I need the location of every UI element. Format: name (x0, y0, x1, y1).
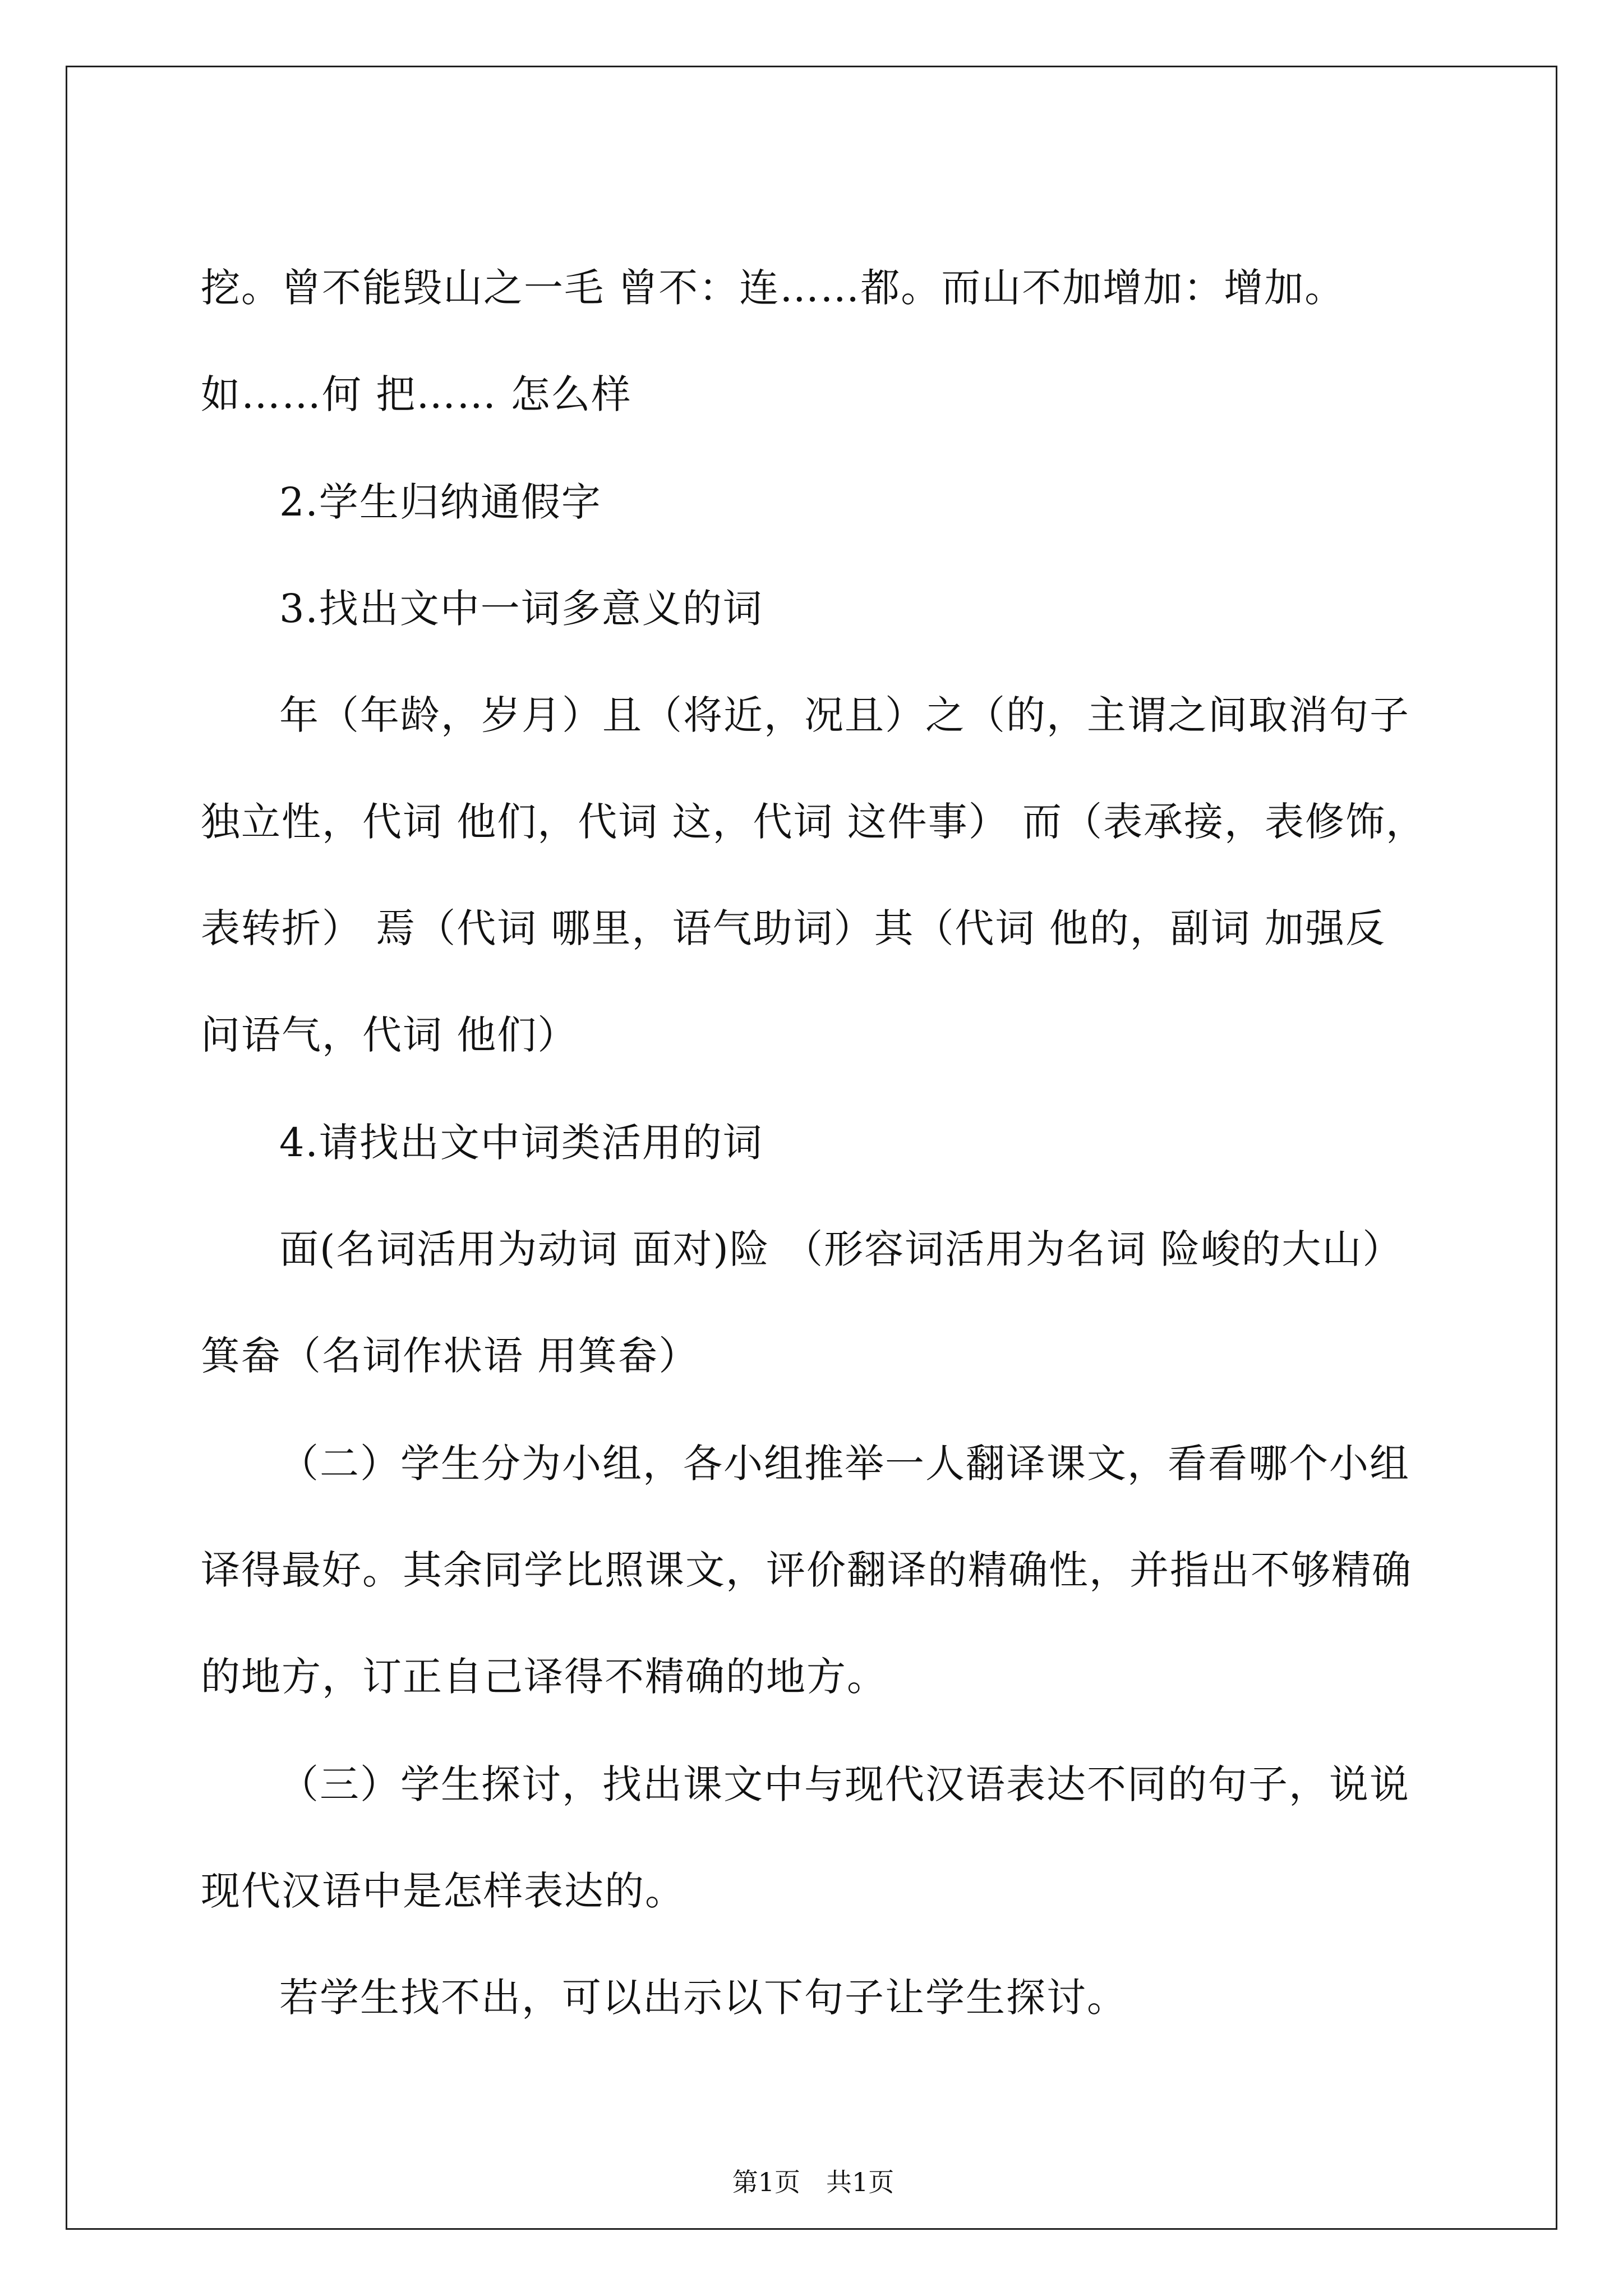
text-line-16: 现代汉语中是怎样表达的。 (201, 1868, 685, 1914)
text-line-5: 年（年龄，岁月）且（将近，况且）之（的，主谓之间取消句子 (279, 692, 1410, 738)
text-line-2: 如……何 把…… 怎么样 (201, 371, 632, 417)
text-line-15: （三）学生探讨，找出课文中与现代汉语表达不同的句子，说说 (279, 1761, 1410, 1807)
text-line-14: 的地方，订正自己译得不精确的地方。 (201, 1654, 887, 1700)
text-line-4: 3.找出文中一词多意义的词 (279, 586, 763, 632)
text-line-1: 挖。曾不能毁山之一毛 曾不：连……都。而山不加增加：增加。 (201, 265, 1345, 311)
text-line-12: （二）学生分为小组，各小组推举一人翻译课文，看看哪个小组 (279, 1441, 1410, 1487)
text-line-13: 译得最好。其余同学比照课文，评价翻译的精确性，并指出不够精确 (201, 1547, 1412, 1593)
text-line-3: 2.学生归纳通假字 (279, 479, 602, 525)
text-line-11: 箕畚（名词作状语 用箕畚） (201, 1333, 699, 1379)
text-line-6: 独立性，代词 他们，代词 这，代词 这件事） 而（表承接，表修饰， (201, 799, 1427, 845)
text-line-8: 问语气，代词 他们） (201, 1012, 578, 1058)
text-line-10: 面(名词活用为动词 面对)险 （形容词活用为名词 险峻的大山） (279, 1226, 1403, 1272)
text-line-7: 表转折） 焉（代词 哪里，语气助词）其（代词 他的，副词 加强反 (201, 905, 1386, 951)
page-frame (66, 66, 1557, 2230)
text-line-17: 若学生找不出，可以出示以下句子让学生探讨。 (279, 1975, 1127, 2021)
page-footer: 第1页 共1页 (732, 2167, 895, 2197)
text-line-9: 4.请找出文中词类活用的词 (279, 1120, 763, 1166)
